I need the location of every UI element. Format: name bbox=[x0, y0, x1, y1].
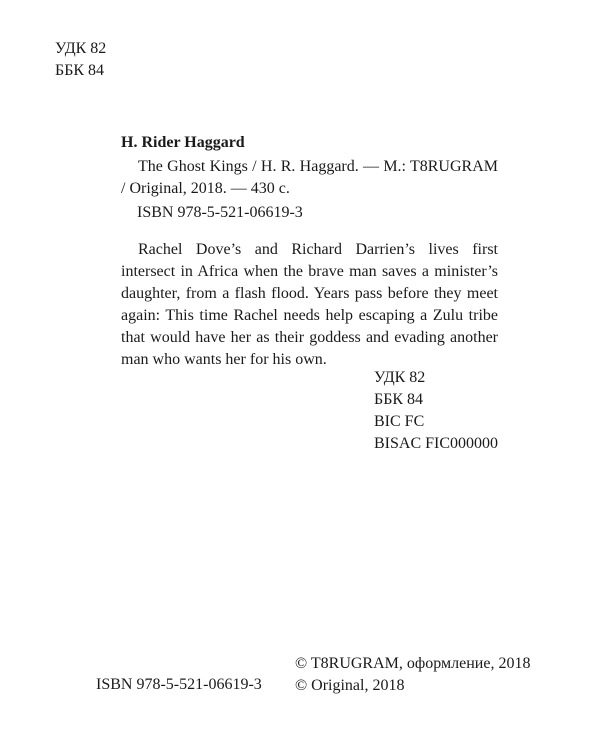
udk-code: УДК 82 bbox=[374, 369, 426, 386]
udk-code: УДК 82 bbox=[55, 40, 107, 57]
copyright-notices bbox=[295, 653, 530, 697]
bbk-code: ББК 84 bbox=[374, 391, 424, 408]
bottom-isbn: ISBN 978-5-521-06619-3 bbox=[96, 676, 262, 693]
copyright-original: © Original, 2018 bbox=[295, 677, 405, 694]
bic-code: BIC FC bbox=[374, 413, 425, 430]
copyright-publisher: © T8RUGRAM, оформление, 2018 bbox=[295, 655, 531, 672]
bbk-code: ББК 84 bbox=[55, 62, 105, 79]
isbn-number: ISBN 978-5-521-06619-3 bbox=[137, 204, 303, 221]
bisac-code: BISAC FIC000000 bbox=[374, 435, 499, 452]
book-annotation: Rachel Dove’s and Richard Darrien’s lives first intersect in Africa when the brave man saves a minister’s daughter, from a flash flood. Years pass before they meet again: This time Rachel needs help escaping a Zulu tribe that would have her as their goddess and evading another man who wants her for his own. bbox=[121, 241, 498, 368]
top-classification-codes bbox=[55, 38, 106, 82]
classification-codes bbox=[374, 367, 498, 455]
bibliographic-citation: The Ghost Kings / H. R. Haggard. — M.: T8RUGRAM / Original, 2018. — 430 с. bbox=[121, 158, 498, 197]
author-name: H. Rider Haggard bbox=[121, 134, 245, 151]
